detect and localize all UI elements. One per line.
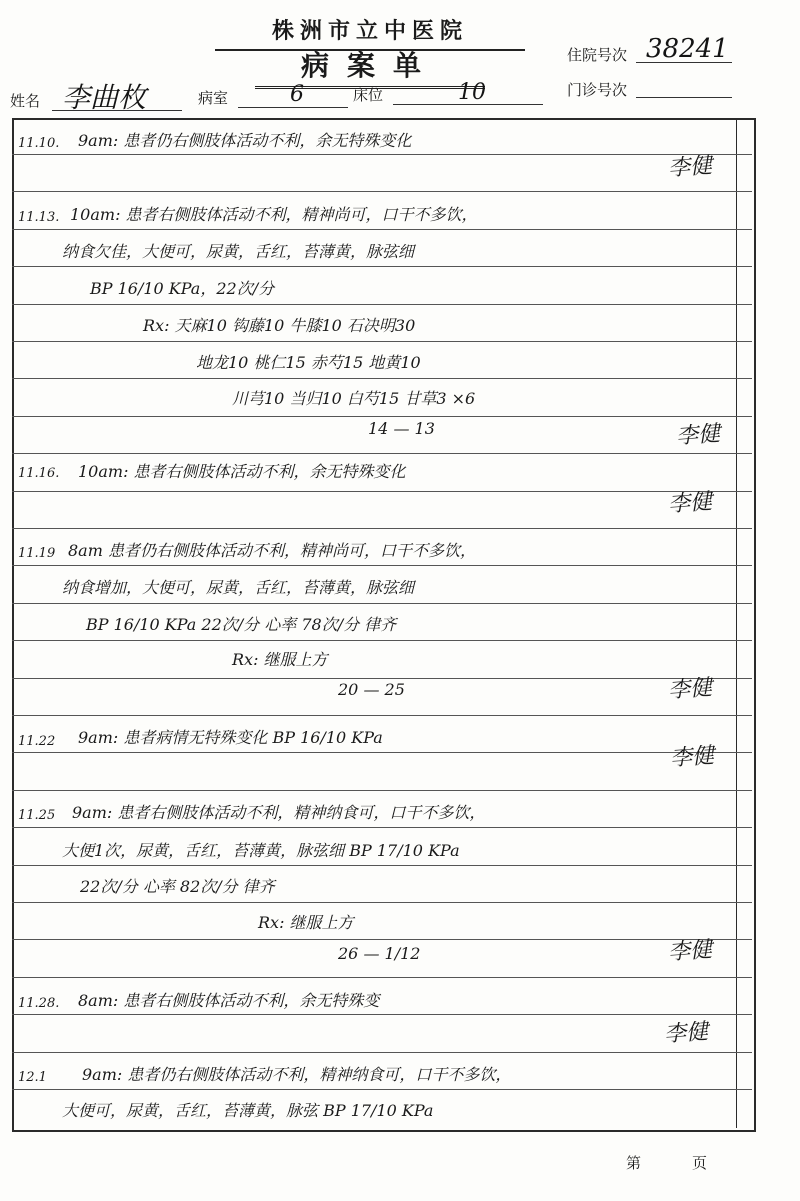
ruled-line [12,603,752,604]
entry-date: 11.16. [18,466,60,481]
outpatient-no-label: 门诊号次 [567,81,628,99]
entry-line: Rx: 继服上方 [258,913,354,932]
entry-date: 11.25 [18,808,56,823]
ruled-line [12,491,752,492]
hospital-name: 株洲市立中医院 [215,14,525,51]
ruled-line [12,378,752,379]
doctor-signature: 李健 [667,937,713,966]
ward-label: 病室 [198,89,229,107]
entry-line: 纳食欠佳，大便可，尿黄，舌红，苔薄黄，脉弦细 [62,242,415,261]
entry-line: 14 — 13 [368,419,435,438]
entry-line: 地龙10 桃仁15 赤芍15 地黄10 [196,353,421,372]
doctor-signature: 李健 [667,153,713,182]
entry-line: 9am: 患者右侧肢体活动不利，精神纳食可，口干不多饮， [72,803,486,822]
entry-line: 10am: 患者右侧肢体活动不利，余无特殊变化 [78,462,406,481]
ruled-line [12,939,752,940]
admission-no-label: 住院号次 [567,46,628,64]
ruled-line [12,640,752,641]
entry-date: 12.1 [18,1070,47,1085]
entry-line: 26 — 1/12 [338,944,421,963]
ruled-line [12,865,752,866]
entry-line: Rx: 天麻10 钩藤10 牛膝10 石决明30 [143,316,416,335]
entry-line: 8am: 患者右侧肢体活动不利，余无特殊变 [78,991,380,1010]
ruled-line [12,1014,752,1015]
entry-line: Rx: 继服上方 [232,650,328,669]
patient-name-value: 李曲枚 [62,81,147,114]
entry-line: 纳食增加，大便可，尿黄，舌红，苔薄黄，脉弦细 [62,578,415,597]
admission-no-value: 38241 [646,34,729,64]
outpatient-no-underline [636,97,732,98]
entry-line: 9am: 患者仍右侧肢体活动不利，余无特殊变化 [78,131,412,150]
ruled-line [12,229,752,230]
ruled-line [12,678,752,679]
ward-value: 6 [290,82,304,107]
entry-date: 11.28. [18,996,60,1011]
page-suffix: 页 [692,1154,708,1172]
doctor-signature: 李健 [663,1019,709,1048]
entry-line: 大便1次，尿黄，舌红，苔薄黄，脉弦细 BP 17/10 KPa [62,841,460,860]
entry-date: 11.10. [18,136,60,151]
entry-line: BP 16/10 KPa 22次/分 心率 78次/分 律齐 [86,615,397,634]
ruled-line [12,977,752,978]
ruled-line [12,304,752,305]
entry-date: 11.22 [18,734,56,749]
ruled-line [12,416,752,417]
doctor-signature: 李健 [667,489,713,518]
ruled-line [12,191,752,192]
ruled-line [12,1052,752,1053]
ruled-line [12,565,752,566]
form-title: 病案单 [255,44,485,89]
entry-line: 川芎10 当归10 白芍15 甘草3 ×6 [232,389,476,408]
bed-value: 10 [458,80,486,105]
entry-line: 9am: 患者病情无特殊变化 BP 16/10 KPa [78,728,383,747]
ruled-line [12,715,752,716]
ward-underline [238,107,348,108]
doctor-signature: 李健 [669,743,715,772]
entry-date: 11.13. [18,210,60,225]
ruled-line [12,752,752,753]
bed-label: 床位 [353,86,384,104]
ruled-line [12,790,752,791]
entry-line: 20 — 25 [338,680,405,699]
ruled-line [12,827,752,828]
entry-line: BP 16/10 KPa，22次/分 [90,279,275,298]
page-prefix: 第 [626,1154,642,1172]
entry-date: 11.19 [18,546,56,561]
entry-line: 22次/分 心率 82次/分 律齐 [80,877,275,896]
ruled-line [12,453,752,454]
entry-line: 10am: 患者右侧肢体活动不利，精神尚可，口干不多饮， [70,205,478,224]
ruled-line [12,266,752,267]
ruled-line [12,341,752,342]
doctor-signature: 李健 [675,421,721,450]
ruled-line [12,154,752,155]
ruled-line [12,902,752,903]
ruled-line [12,1089,752,1090]
ruled-line [12,528,752,529]
doctor-signature: 李健 [667,675,713,704]
entry-line: 大便可，尿黄，舌红，苔薄黄，脉弦 BP 17/10 KPa [62,1101,434,1120]
patient-name-label: 姓名 [10,92,41,110]
entry-line: 9am: 患者仍右侧肢体活动不利，精神纳食可，口干不多饮， [82,1065,512,1084]
entry-line: 8am 患者仍右侧肢体活动不利，精神尚可，口干不多饮， [68,541,476,560]
